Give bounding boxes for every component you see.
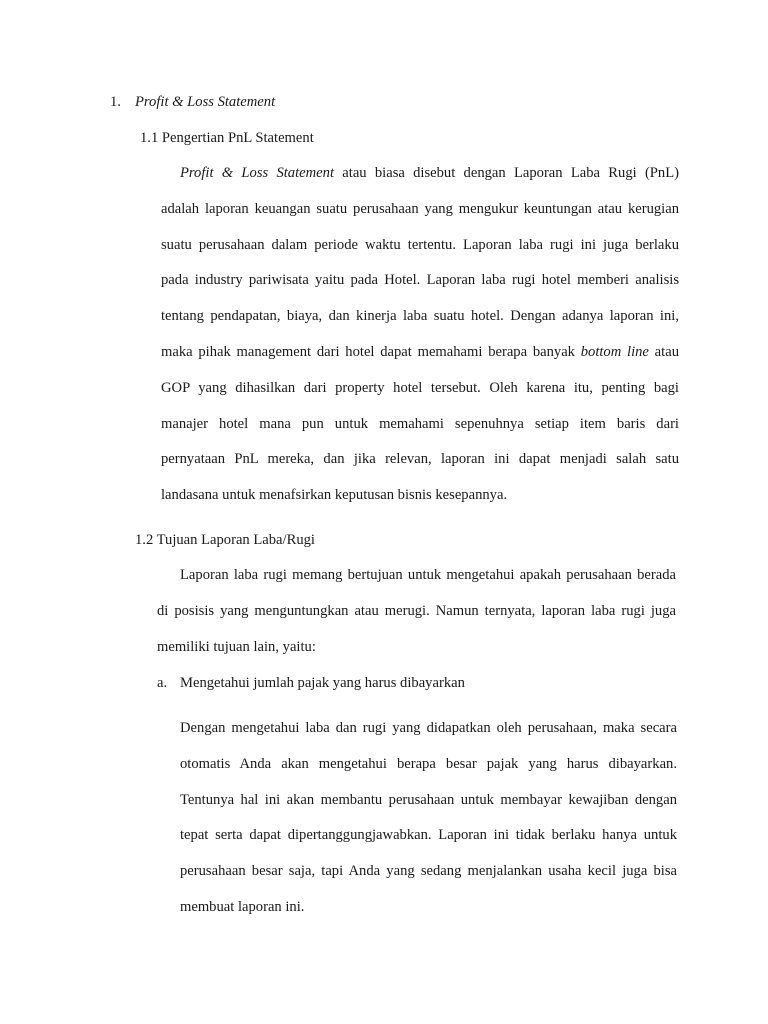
emphasis-text: Profit & Loss Statement bbox=[180, 165, 335, 181]
paragraph-line: perusahaan besar saja, tapi Anda yang sedang menjalankan usaha kecil juga bisa bbox=[180, 863, 677, 880]
list-marker-a: a. bbox=[157, 675, 168, 691]
subsection-heading-1-1: 1.1 Pengertian PnL Statement bbox=[140, 130, 314, 146]
subsection-heading-1-2: 1.2 Tujuan Laporan Laba/Rugi bbox=[135, 532, 315, 548]
paragraph-line: membuat laporan ini. bbox=[180, 898, 305, 915]
paragraph-line: GOP yang dihasilkan dari property hotel tersebut. Oleh karena itu, penting bagi bbox=[161, 379, 679, 396]
paragraph-line: pada industry pariwisata yaitu pada Hotel. Laporan laba rugi hotel memberi analisis bbox=[161, 272, 679, 289]
paragraph-line: otomatis Anda akan mengetahui berapa besar pajak yang harus dibayarkan. bbox=[180, 755, 677, 772]
section-title: Profit & Loss Statement bbox=[135, 94, 276, 110]
paragraph-line: Tentunya hal ini akan membantu perusahaan untuk membayar kewajiban dengan bbox=[180, 791, 677, 808]
paragraph-line: pernyataan PnL mereka, dan jika relevan, laporan ini dapat menjadi salah satu bbox=[161, 451, 679, 468]
paragraph-line: Profit & Loss Statement atau biasa disebut dengan Laporan Laba Rugi (PnL) bbox=[180, 165, 679, 181]
paragraph-line: Laporan laba rugi memang bertujuan untuk mengetahui apakah perusahaan berada bbox=[180, 567, 676, 583]
paragraph-line: di posisis yang menguntungkan atau merugi. Namun ternyata, laporan laba rugi juga bbox=[157, 602, 676, 619]
paragraph-line: maka pihak management dari hotel dapat memahami berapa banyak bottom line atau bbox=[161, 343, 679, 360]
paragraph-line: suatu perusahaan dalam periode waktu tertentu. Laporan laba rugi ini juga berlaku bbox=[161, 236, 679, 253]
paragraph-pengertian bbox=[161, 164, 679, 522]
paragraph-line: landasana untuk menafsirkan keputusan bisnis kesepannya. bbox=[161, 487, 508, 504]
paragraph-line: tentang pendapatan, biaya, dan kinerja laba suatu hotel. Dengan adanya laporan ini, bbox=[161, 308, 679, 325]
paragraph-line: tepat serta dapat dipertanggungjawabkan. Laporan ini tidak berlaku hanya untuk bbox=[180, 827, 677, 844]
paragraph-line: manajer hotel mana pun untuk memahami sepenuhnya setiap item baris dari bbox=[161, 415, 679, 432]
paragraph-line: memiliki tujuan lain, yaitu: bbox=[157, 638, 316, 655]
paragraph-line: Dengan mengetahui laba dan rugi yang didapatkan oleh perusahaan, maka secara bbox=[180, 720, 677, 736]
section-number: 1. bbox=[110, 94, 121, 110]
list-item-title: Mengetahui jumlah pajak yang harus dibayarkan bbox=[180, 675, 465, 691]
paragraph-line: adalah laporan keuangan suatu perusahaan yang mengukur keuntungan atau kerugian bbox=[161, 200, 679, 217]
paragraph-tujuan bbox=[157, 566, 676, 673]
emphasis-text: bottom line bbox=[580, 343, 649, 360]
paragraph-item-a bbox=[180, 719, 677, 934]
